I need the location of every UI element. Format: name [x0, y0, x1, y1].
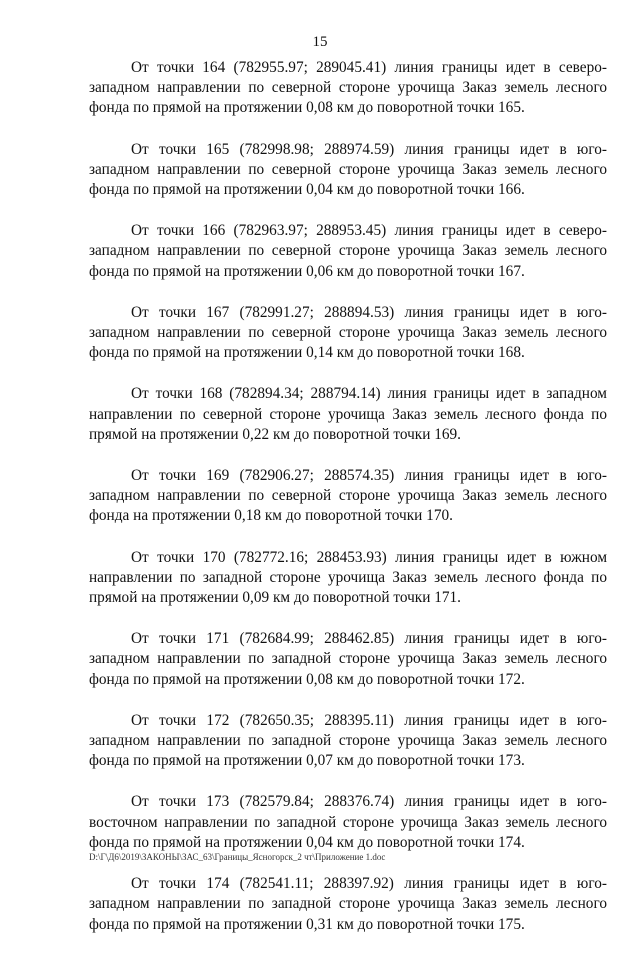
paragraph: От точки 172 (782650.35; 288395.11) линия границы идет в юго-западном направлении по западной стороне урочища Заказ земель лесного фонда по прямой на протяжении 0,07 км до поворотной точки 173.	[89, 711, 607, 770]
paragraph: От точки 164 (782955.97; 289045.41) линия границы идет в северо-западном направлении по северной стороне урочища Заказ земель лесного фонда по прямой на протяжении 0,08 км до поворотной точки 165.	[89, 59, 607, 117]
paragraph: От точки 170 (782772.16; 288453.93) линия границы идет в южном направлении по западной стороне урочища Заказ земель лесного фонда по прямой на протяжении 0,09 км до поворотной точки 171.	[89, 548, 607, 607]
document-body	[89, 58, 607, 956]
paragraph: От точки 169 (782906.27; 288574.35) линия границы идет в юго-западном направлении по северной стороне урочища Заказ земель лесного фонда на протяжении 0,18 км до поворотной точки 170.	[89, 467, 607, 525]
paragraph: От точки 168 (782894.34; 288794.14) линия границы идет в западном направлении по северной стороне урочища Заказ земель лесного фонда по прямой на протяжении 0,22 км до поворотной точки 169.	[89, 385, 607, 443]
paragraph: От точки 166 (782963.97; 288953.45) линия границы идет в северо-западном направлении по северной стороне урочища Заказ земель лесного фонда по прямой на протяжении 0,06 км до поворотной точки 167.	[89, 222, 607, 280]
paragraph: От точки 171 (782684.99; 288462.85) линия границы идет в юго-западном направлении по западной стороне урочища Заказ земель лесного фонда по прямой на протяжении 0,08 км до поворотной точки 172.	[89, 630, 607, 688]
paragraph: От точки 173 (782579.84; 288376.74) линия границы идет в юго-восточном направлении по западной стороне урочища Заказ земель лесного фонда по прямой на протяжении 0,04 км до поворотной точки 174.	[89, 793, 607, 851]
paragraph: От точки 167 (782991.27; 288894.53) линия границы идет в юго-западном направлении по северной стороне урочища Заказ земель лесного фонда по прямой на протяжении 0,14 км до поворотной точки 168.	[89, 303, 607, 362]
paragraph: От точки 165 (782998.98; 288974.59) линия границы идет в юго-западном направлении по северной стороне урочища Заказ земель лесного фонда по прямой на протяжении 0,04 км до поворотной точки 166.	[89, 140, 607, 199]
footer-file-path: D:\Г\Д6\2019\ЗАКОНЫ\ЗАС_63\Границы_Ясногорск_2 чт\Приложение 1.doc	[89, 852, 386, 862]
page-number: 15	[312, 34, 328, 50]
paragraph: От точки 174 (782541.11; 288397.92) линия границы идет в юго-западном направлении по западной стороне урочища Заказ земель лесного фонда по прямой на протяжении 0,31 км до поворотной точки 175.	[89, 875, 607, 933]
